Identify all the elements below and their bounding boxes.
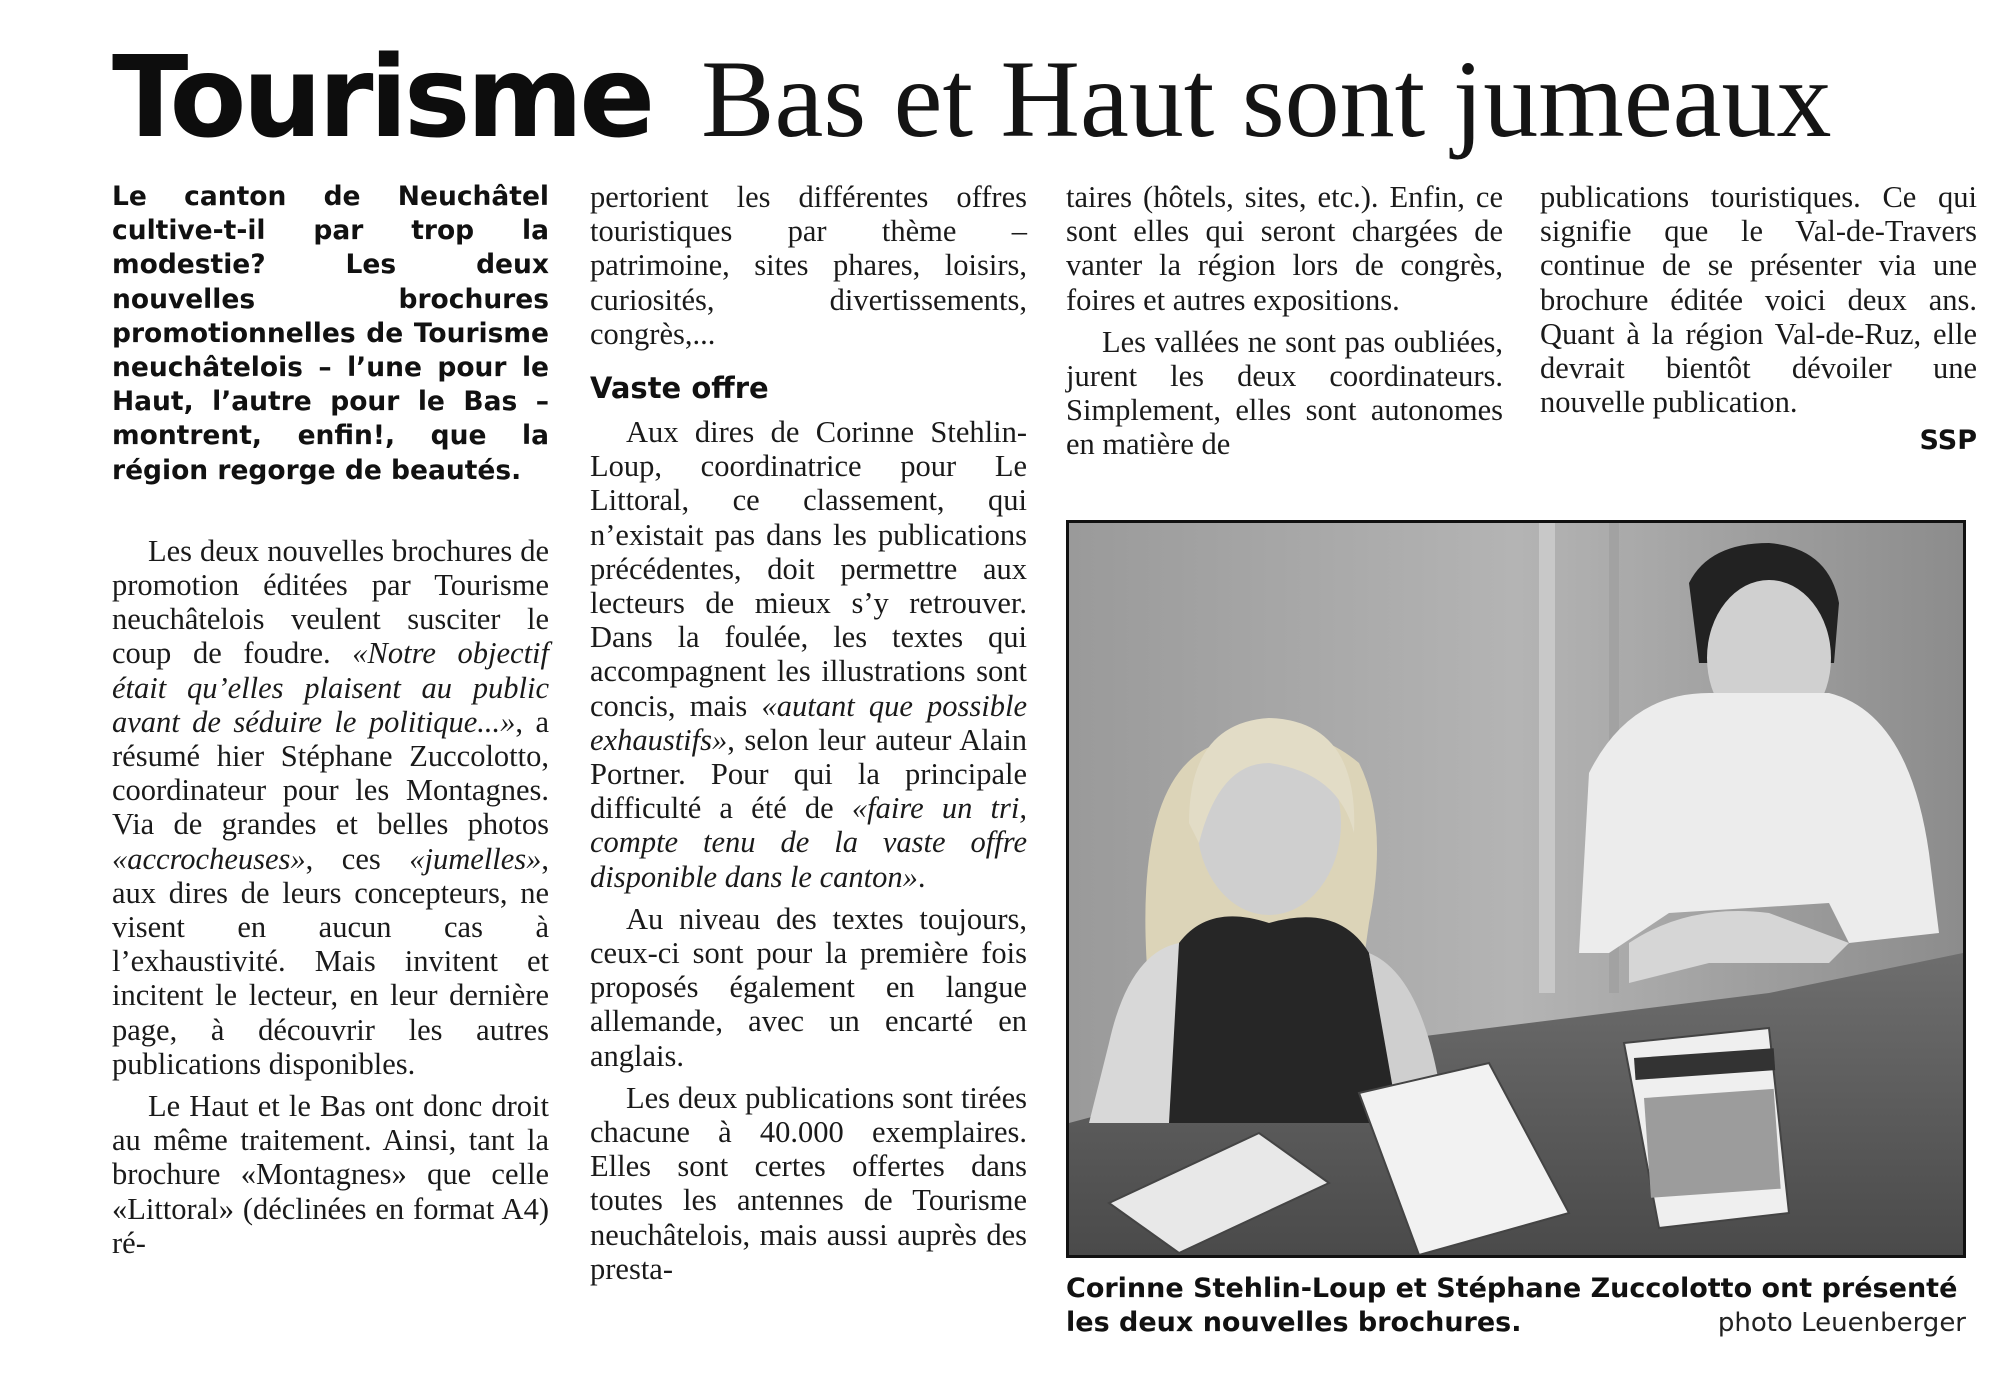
column-4 bbox=[1540, 180, 1977, 456]
quote: «jumelles» bbox=[409, 841, 542, 876]
section-kicker: Tourisme bbox=[112, 33, 652, 163]
text-run: . bbox=[917, 859, 926, 894]
text-run: , selon leur auteur Alain Portner. Pour qui la principale difficulté a été de bbox=[590, 722, 1027, 826]
text-run: Aux dires de Corinne Stehlin-Loup, coordinatrice pour Le Littoral, ce classement, qui n’existait pas dans les publications précédentes, doit permettre aux lecteurs de mieux s’y retrouver. Dans la foulée, les textes qui accompagnent les illustrations sont concis, mais bbox=[590, 415, 1027, 723]
photo-illustration bbox=[1069, 523, 1963, 1255]
text-run: , aux dires de leurs concepteurs, ne visent en aucun cas à l’exhaustivité. Mais invitent et incitent le lecteur, en leur dernière page, à découvrir les autres publications disponibles. bbox=[112, 841, 549, 1081]
quote: «faire un tri, compte tenu de la vaste offre disponible dans le canton» bbox=[590, 791, 1027, 894]
paragraph: Le Haut et le Bas ont donc droit au même traitement. Ainsi, tant la brochure «Montagnes» que celle «Littoral» (déclinées en format A4) ré- bbox=[112, 1089, 549, 1260]
paragraph bbox=[112, 534, 549, 1081]
column-3-body bbox=[1066, 180, 1503, 462]
paragraph: Au niveau des textes toujours, ceux-ci sont pour la première fois proposés également en langue allemande, avec un encarté en anglais. bbox=[590, 901, 1027, 1073]
paragraph: taires (hôtels, sites, etc.). Enfin, ce sont elles qui seront chargées de vanter la région lors de congrès, foires et autres expositions. bbox=[1066, 180, 1503, 317]
quote: «accrocheuses» bbox=[112, 841, 306, 876]
article-title: Bas et Haut sont jumeaux bbox=[701, 38, 1832, 160]
photo-credit: photo Leuenberger bbox=[1717, 1308, 1966, 1338]
paragraph bbox=[590, 415, 1027, 894]
column-1 bbox=[112, 180, 549, 1260]
author-signature: SSP bbox=[1919, 425, 1977, 457]
paragraph: Les vallées ne sont pas oubliées, jurent les deux coordinateurs. Simplement, elles sont autonomes en matière de bbox=[1066, 324, 1503, 462]
text-run: , a résumé hier Stéphane Zuccolotto, coordinateur pour les Montagnes. Via de grandes et belles photos bbox=[112, 704, 549, 842]
photo-caption: Corinne Stehlin-Loup et Stéphane Zuccolotto ont présenté les deux nouvelles brochures. bbox=[1066, 1273, 1958, 1338]
article-lead: Le canton de Neuchâtel cultive-t-il par trop la modestie? Les deux nouvelles brochures promotionnelles de Tourisme neuchâtelois – l’une pour le Haut, l’autre pour le Bas – montrent, enfin!, que la région regorge de beautés. bbox=[112, 181, 549, 486]
column-1-body bbox=[112, 534, 549, 1260]
column-2-body bbox=[590, 180, 1027, 1286]
column-2 bbox=[590, 180, 1027, 1286]
paragraph: Les deux publications sont tirées chacune à 40.000 exemplaires. Elles sont certes offertes dans toutes les antennes de Tourisme neuchâtelois, mais aussi auprès des presta- bbox=[590, 1080, 1027, 1286]
paragraph: publications touristiques. Ce qui signifie que le Val-de-Travers continue de se présenter via une brochure éditée voici deux ans. Quant à la région Val-de-Ruz, elle devrait bientôt dévoiler une nouvelle publication. bbox=[1540, 180, 1977, 420]
subheading: Vaste offre bbox=[590, 371, 769, 406]
quote: «autant que possible exhaustifs» bbox=[590, 688, 1027, 757]
article-photo bbox=[1066, 520, 1966, 1258]
column-4-body bbox=[1540, 180, 1977, 419]
headline bbox=[112, 33, 1832, 163]
text-run: , ces bbox=[305, 841, 410, 876]
quote: «Notre objectif était qu’elles plaisent au public avant de séduire le politique...» bbox=[112, 636, 549, 739]
paragraph: pertorient les différentes offres touristiques par thème – patrimoine, sites phares, loisirs, curiosités, divertissements, congrès,... bbox=[590, 180, 1027, 351]
column-3 bbox=[1066, 180, 1503, 462]
wall-edge bbox=[1539, 523, 1555, 993]
text-run: Les deux nouvelles brochures de promotion éditées par Tourisme neuchâtelois veulent susciter le coup de foudre. bbox=[112, 533, 549, 671]
